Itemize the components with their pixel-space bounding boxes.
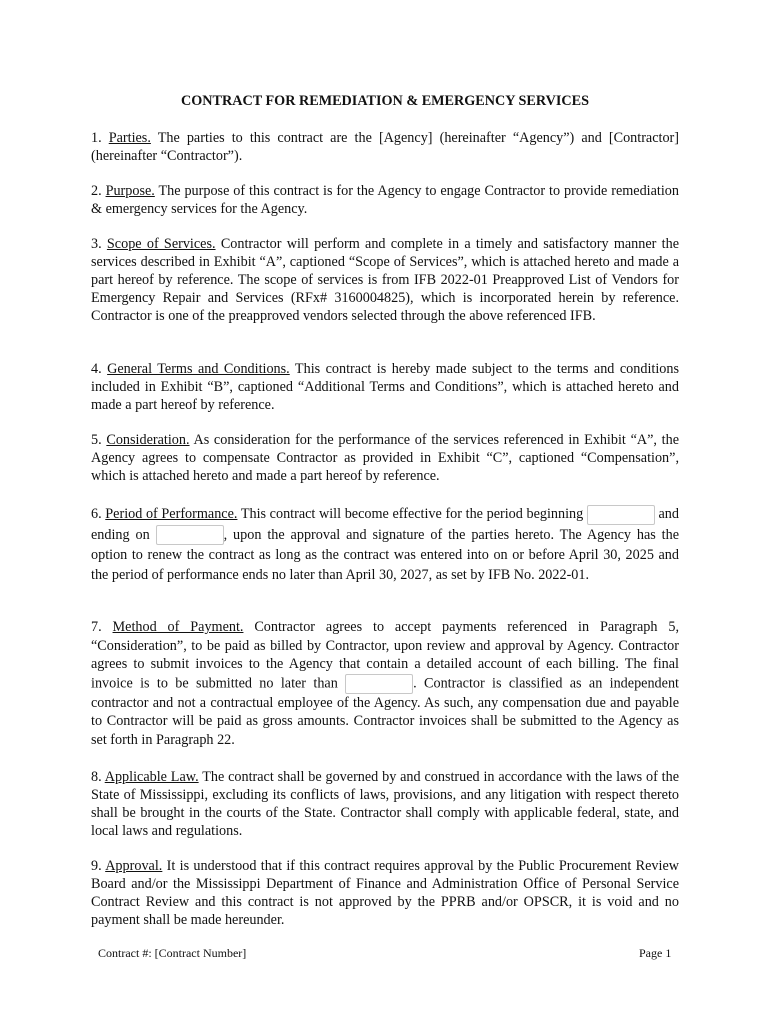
section-heading: Method of Payment. [112,619,244,635]
section-text: As consideration for the performance of the services referenced in Exhibit “A”, the Agency agrees to compensate Contractor as provided in Exhibit “C”, captioned “Compensation”, which is attached hereto and made a part hereof by reference. [91,432,680,484]
section-applicable-law [91,769,679,841]
section-period-of-performance [91,504,679,585]
section-number: 5. [91,432,107,448]
section-text: , upon the approval and signature of the parties hereto. The Agency has the option to renew the contract as long as the contract was entered into on or before April 30, 2025 and the period of performance ends no later than April 30, 2027, as set by IFB No. 2022-01. [91,526,679,584]
footer-page-number: Page 1 [639,946,672,960]
section-text: This contract will become effective for the period beginning [237,506,587,522]
section-parties [91,130,679,166]
section-text: Contractor will perform and complete in a timely and satisfactory manner the services described in Exhibit “A”, captioned “Scope of Services”, which is attached hereto and made a part hereof by reference. The scope of services is from IFB 2022-01 Preapproved List of Vendors for Emergency Repair and Services (RFx# 3160004825), which is incorporated herein by reference. Contractor is one of the preapproved vendors selected through the above referenced IFB. [91,236,679,324]
section-number: 3. [91,236,107,252]
section-text: . Contractor is classified as an independent contractor and not a contractual employee of the Agency. As such, any compensation due and payable to Contractor will be paid as gross amounts. Contractor invoices shall be submitted to the Agency as set forth in Paragraph 22. [91,675,679,748]
section-scope-of-services [91,236,679,326]
section-heading: Scope of Services. [106,236,216,252]
section-text: It is understood that if this contract requires approval by the Public Procurement Review Board and/or the Mississippi Department of Finance and Administration Office of Personal Service Contract Review and this contract is not approved by the PPRB and/or OPSCR, it is void and no payment shall be made hereunder. [91,858,679,928]
section-heading: Parties. [108,130,151,146]
section-text: The contract shall be governed by and construed in accordance with the laws of the State of Mississippi, excluding its conflicts of laws, provisions, and any litigation with respect thereto shall be brought in the courts of the State. Contractor shall comply with applicable federal, state, and local laws and regulations. [91,769,680,839]
start-date-field[interactable] [587,505,655,525]
section-consideration [91,432,679,486]
section-text: and ending on [91,506,679,543]
section-number: 4. [91,361,108,377]
section-heading: Applicable Law. [104,769,199,785]
footer-contract-number: Contract #: [Contract Number] [98,946,247,960]
section-method-of-payment [91,618,679,750]
section-text: The purpose of this contract is for the Agency to engage Contractor to provide remediation & emergency services for the Agency. [91,183,679,217]
section-number: 9. [91,858,106,874]
section-general-terms [91,361,679,415]
section-heading: Approval. [105,858,163,874]
section-heading: General Terms and Conditions. [107,361,290,377]
section-purpose [91,183,679,219]
end-date-field[interactable] [156,525,224,545]
section-heading: Period of Performance. [105,506,238,522]
section-text: This contract is hereby made subject to the terms and conditions included in Exhibit “B”, captioned “Additional Terms and Conditions”, which is attached hereto and made a part hereof by reference. [91,361,679,413]
section-number: 8. [91,769,105,785]
section-heading: Consideration. [106,432,190,448]
section-number: 1. [91,130,109,146]
section-approval [91,858,679,930]
document-title: CONTRACT FOR REMEDIATION & EMERGENCY SERVICES [181,93,589,109]
section-number: 7. [91,619,113,635]
section-text: Contractor agrees to accept payments referenced in Paragraph 5, “Consideration”, to be paid as billed by Contractor, upon review and approval by Agency. Contractor agrees to submit invoices to the Agency that contain a detailed account of each billing. The final invoice is to be submitted no later than [91,619,679,692]
final-invoice-date-field[interactable] [345,674,413,694]
section-number: 2. [91,183,106,199]
section-text: The parties to this contract are the [Agency] (hereinafter “Agency”) and [Contractor] (hereinafter “Contractor”). [91,130,680,164]
section-number: 6. [91,506,106,522]
section-heading: Purpose. [105,183,155,199]
